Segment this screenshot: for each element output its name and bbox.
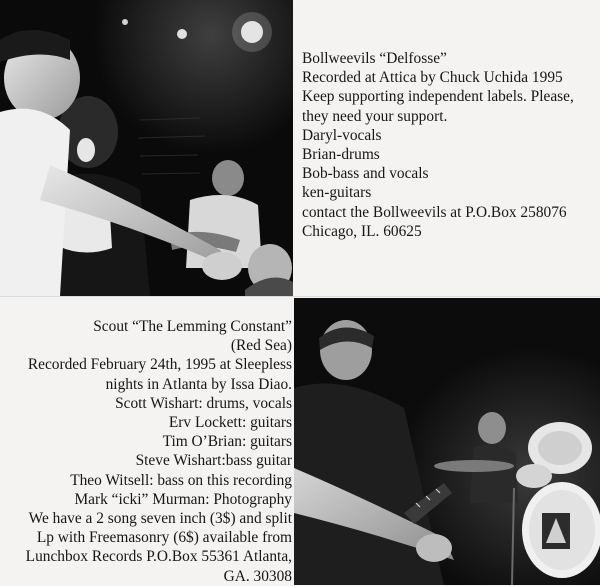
scout-live-photo bbox=[294, 298, 600, 585]
scout-member-drums: Scott Wishart: drums, vocals bbox=[115, 394, 292, 412]
scout-label-zip: GA. 30308 bbox=[223, 567, 292, 585]
bollweevils-credits bbox=[302, 49, 574, 241]
bollweevils-member-guitars: ken-guitars bbox=[302, 184, 372, 202]
bollweevils-support-note: Keep supporting independent labels. Please, bbox=[302, 88, 574, 106]
bollweevils-recording-info: Recorded at Attica by Chuck Uchida 1995 bbox=[302, 69, 563, 87]
bollweevils-support-note-cont: they need your support. bbox=[302, 107, 448, 125]
bollweevils-member-drums: Brian-drums bbox=[302, 146, 380, 164]
scout-label: (Red Sea) bbox=[230, 337, 292, 355]
bollweevils-title: Bollweevils “Delfosse” bbox=[302, 50, 447, 67]
scout-releases-cont: Lp with Freemasonry (6$) available from bbox=[36, 529, 292, 547]
scout-member-guitars-1: Erv Lockett: guitars bbox=[168, 414, 292, 432]
scout-title: Scout “The Lemming Constant” bbox=[93, 318, 292, 335]
bollweevils-live-photo bbox=[0, 0, 293, 296]
scout-label-address: Lunchbox Records P.O.Box 55361 Atlanta, bbox=[25, 548, 292, 566]
bollweevils-member-bass: Bob-bass and vocals bbox=[302, 165, 429, 183]
scout-recording-info-cont: nights in Atlanta by Issa Diao. bbox=[105, 375, 292, 393]
bollweevils-contact: contact the Bollweevils at P.O.Box 258076 bbox=[302, 203, 567, 221]
scout-releases: We have a 2 song seven inch (3$) and split bbox=[28, 510, 292, 528]
scout-recording-info: Recorded February 24th, 1995 at Sleepless bbox=[27, 356, 292, 374]
scout-photography: Mark “icki” Murman: Photography bbox=[74, 490, 292, 508]
panel-divider bbox=[0, 296, 600, 297]
scout-credits bbox=[10, 317, 292, 586]
scout-member-bass: Steve Wishart:bass guitar bbox=[135, 452, 292, 470]
scout-member-guitars-2: Tim O’Brian: guitars bbox=[162, 433, 292, 451]
bollweevils-member-vocals: Daryl-vocals bbox=[302, 126, 382, 144]
bollweevils-contact-city: Chicago, IL. 60625 bbox=[302, 222, 422, 240]
scout-session-bass: Theo Witsell: bass on this recording bbox=[70, 471, 292, 489]
